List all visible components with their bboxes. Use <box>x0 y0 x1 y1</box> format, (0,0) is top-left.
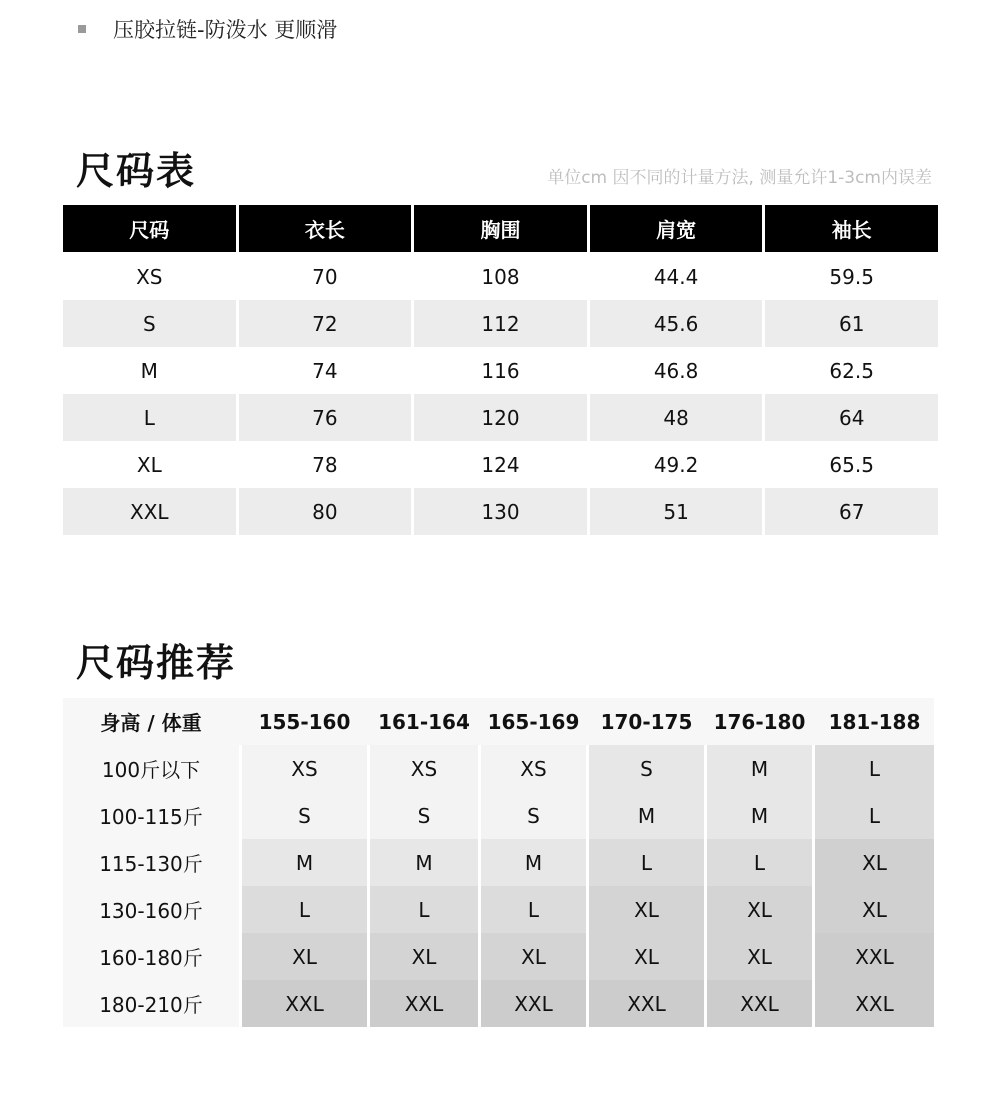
bullet-square-icon <box>78 25 86 33</box>
weight-range-label: 130-160斤 <box>63 886 239 933</box>
recommended-size-cell: XL <box>242 933 367 980</box>
size-chart-cell: 120 <box>414 394 587 441</box>
height-range-header: 176-180 <box>707 698 812 745</box>
size-chart-row <box>63 394 938 441</box>
size-chart-cell: S <box>63 300 236 347</box>
recommend-row <box>63 745 933 792</box>
recommended-size-cell: XL <box>589 886 704 933</box>
size-chart-cell: 49.2 <box>590 441 763 488</box>
feature-text: 压胶拉链-防泼水 更顺滑 <box>113 18 338 42</box>
size-chart-cell: 45.6 <box>590 300 763 347</box>
recommended-size-cell: M <box>707 745 812 792</box>
recommended-size-cell: XS <box>370 745 478 792</box>
size-chart-header-cell: 胸围 <box>414 205 587 252</box>
recommended-size-cell: XS <box>481 745 586 792</box>
size-chart-row <box>63 253 938 300</box>
size-chart-cell: 64 <box>765 394 938 441</box>
size-chart-row <box>63 441 938 488</box>
measurement-note: 单位cm 因不同的计量方法, 测量允许1-3cm内误差 <box>547 168 932 188</box>
recommended-size-cell: S <box>370 792 478 839</box>
size-chart-cell: 80 <box>239 488 412 535</box>
recommended-size-cell: XXL <box>815 933 934 980</box>
size-chart-cell: 67 <box>765 488 938 535</box>
size-chart-cell: 65.5 <box>765 441 938 488</box>
recommended-size-cell: M <box>707 792 812 839</box>
recommended-size-cell: XXL <box>370 980 478 1027</box>
recommended-size-cell: M <box>370 839 478 886</box>
recommended-size-cell: XXL <box>242 980 367 1027</box>
recommended-size-cell: L <box>242 886 367 933</box>
size-chart-cell: 72 <box>239 300 412 347</box>
recommended-size-cell: XXL <box>707 980 812 1027</box>
recommended-size-cell: XL <box>707 886 812 933</box>
size-chart-cell: XXL <box>63 488 236 535</box>
size-chart-cell: 78 <box>239 441 412 488</box>
recommended-size-cell: XS <box>242 745 367 792</box>
size-chart-cell: 48 <box>590 394 763 441</box>
size-chart-header-row <box>63 205 938 253</box>
size-chart-cell: 74 <box>239 347 412 394</box>
weight-range-label: 180-210斤 <box>63 980 239 1027</box>
size-chart-row <box>63 347 938 394</box>
recommended-size-cell: XXL <box>481 980 586 1027</box>
recommended-size-cell: L <box>815 792 934 839</box>
recommend-row <box>63 839 933 886</box>
height-range-header: 170-175 <box>589 698 704 745</box>
size-chart-cell: 130 <box>414 488 587 535</box>
size-chart-cell: 124 <box>414 441 587 488</box>
recommended-size-cell: XL <box>815 839 934 886</box>
size-chart-row <box>63 300 938 347</box>
size-chart-header-cell: 袖长 <box>765 205 938 252</box>
size-chart-cell: 108 <box>414 253 587 300</box>
recommended-size-cell: M <box>589 792 704 839</box>
recommend-header-row <box>63 698 933 745</box>
weight-range-label: 160-180斤 <box>63 933 239 980</box>
recommended-size-cell: L <box>589 839 704 886</box>
size-chart-cell: 112 <box>414 300 587 347</box>
recommended-size-cell: XL <box>589 933 704 980</box>
size-chart-cell: 61 <box>765 300 938 347</box>
size-chart-cell: L <box>63 394 236 441</box>
weight-range-label: 100斤以下 <box>63 745 239 792</box>
height-range-header: 181-188 <box>815 698 934 745</box>
size-chart-cell: 59.5 <box>765 253 938 300</box>
recommended-size-cell: XL <box>481 933 586 980</box>
size-chart-header-cell: 衣长 <box>239 205 412 252</box>
recommended-size-cell: L <box>815 745 934 792</box>
height-range-header: 155-160 <box>242 698 367 745</box>
height-range-header: 161-164 <box>370 698 478 745</box>
size-chart-cell: XL <box>63 441 236 488</box>
recommended-size-cell: XL <box>707 933 812 980</box>
size-chart-cell: 62.5 <box>765 347 938 394</box>
size-chart-cell: 70 <box>239 253 412 300</box>
recommended-size-cell: L <box>481 886 586 933</box>
size-chart-cell: 116 <box>414 347 587 394</box>
weight-range-label: 115-130斤 <box>63 839 239 886</box>
height-range-header: 165-169 <box>481 698 586 745</box>
recommended-size-cell: M <box>242 839 367 886</box>
size-chart-header-cell: 尺码 <box>63 205 236 252</box>
recommended-size-cell: M <box>481 839 586 886</box>
recommend-row <box>63 980 933 1027</box>
recommended-size-cell: S <box>589 745 704 792</box>
recommended-size-cell: XXL <box>815 980 934 1027</box>
weight-range-label: 100-115斤 <box>63 792 239 839</box>
size-chart-cell: 46.8 <box>590 347 763 394</box>
size-recommend-title: 尺码推荐 <box>76 641 237 685</box>
size-chart-cell: 51 <box>590 488 763 535</box>
recommended-size-cell: L <box>370 886 478 933</box>
size-chart-cell: 44.4 <box>590 253 763 300</box>
size-recommend-table <box>63 698 933 1027</box>
feature-line <box>78 14 337 44</box>
size-chart-cell: 76 <box>239 394 412 441</box>
size-chart-title: 尺码表 <box>76 149 197 193</box>
recommended-size-cell: L <box>707 839 812 886</box>
recommended-size-cell: XL <box>370 933 478 980</box>
recommended-size-cell: S <box>481 792 586 839</box>
recommend-row <box>63 886 933 933</box>
recommend-row <box>63 792 933 839</box>
size-chart-cell: XS <box>63 253 236 300</box>
size-chart-cell: M <box>63 347 236 394</box>
recommended-size-cell: S <box>242 792 367 839</box>
size-chart-header-cell: 肩宽 <box>590 205 763 252</box>
size-chart-table <box>63 205 938 535</box>
height-weight-corner-label: 身高 / 体重 <box>63 698 239 745</box>
size-chart-row <box>63 488 938 535</box>
recommend-row <box>63 933 933 980</box>
recommended-size-cell: XL <box>815 886 934 933</box>
recommended-size-cell: XXL <box>589 980 704 1027</box>
